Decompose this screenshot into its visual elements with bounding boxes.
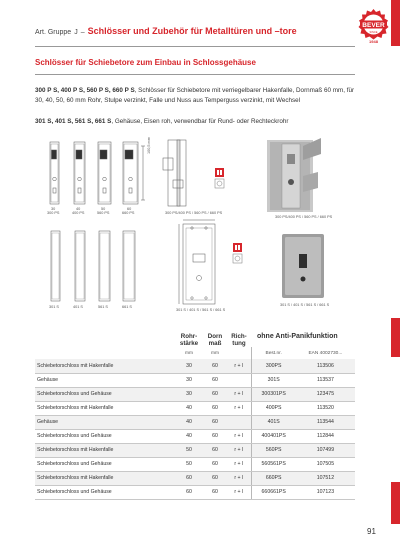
red-edge-tab-top bbox=[391, 0, 400, 46]
cell-dornmass: 60 bbox=[203, 359, 227, 373]
cell-richtung bbox=[227, 415, 251, 429]
table-row bbox=[35, 387, 355, 401]
lock-drawing-side-view bbox=[163, 140, 186, 206]
table-row bbox=[35, 471, 355, 485]
cell-description: Schiebetorschloss mit Hakenfalle bbox=[35, 401, 175, 415]
cell-richtung: r + l bbox=[227, 429, 251, 443]
cell-rohrstaerke: 30 bbox=[175, 387, 203, 401]
table-row bbox=[35, 373, 355, 387]
cell-richtung bbox=[227, 373, 251, 387]
header-separator: – bbox=[80, 29, 85, 36]
cell-description: Schiebetorschloss und Gehäuse bbox=[35, 387, 175, 401]
cell-bestellnummer: 401S bbox=[251, 415, 296, 429]
cell-dornmass: 60 bbox=[203, 401, 227, 415]
cell-bestellnummer: 660PS bbox=[251, 471, 296, 485]
locks-text: , Schlösser für Schiebetore mit verriegelbarer Hakenfalle, Dornmaß 60 mm, für 30, 40, 50, 60 mm Rohr, Stulpe verzinkt, Falle und Nuss aus Temperguss verzinkt, mit Wechsel bbox=[35, 87, 355, 104]
cell-dornmass: 60 bbox=[203, 471, 227, 485]
page-number: 91 bbox=[367, 527, 376, 536]
cell-description: Schiebetorschloss und Gehäuse bbox=[35, 485, 175, 499]
unit-bestellnummer: Best.nr. bbox=[251, 347, 296, 359]
caption-300ps: 300 PS bbox=[47, 211, 60, 215]
caption-housing-front: 301 S / 401 S / 561 S / 661 S bbox=[176, 308, 226, 312]
cell-ean: 107512 bbox=[296, 471, 355, 485]
cell-description: Gehäuse bbox=[35, 373, 175, 387]
housing-drawing-301s bbox=[51, 231, 60, 301]
caption-660ps: 660 PS bbox=[122, 211, 135, 215]
dimension-label-30: 30 bbox=[51, 207, 56, 211]
caption-661s: 661 S bbox=[122, 305, 132, 309]
cell-dornmass: 60 bbox=[203, 443, 227, 457]
cell-ean: 113520 bbox=[296, 401, 355, 415]
table-row bbox=[35, 485, 355, 499]
cell-ean: 113544 bbox=[296, 415, 355, 429]
unit-dorn: mm bbox=[211, 350, 219, 356]
lock-drawings-top bbox=[50, 140, 186, 206]
table-units-row bbox=[35, 347, 355, 359]
housings-models: 301 S, 401 S, 561 S, 661 S bbox=[35, 118, 112, 125]
technical-drawings bbox=[35, 136, 355, 320]
cell-richtung: r + l bbox=[227, 443, 251, 457]
cell-ean: 113537 bbox=[296, 373, 355, 387]
cell-rohrstaerke: 30 bbox=[175, 359, 203, 373]
cell-rohrstaerke: 50 bbox=[175, 443, 203, 457]
housing-photo-bottom bbox=[282, 234, 324, 298]
cell-dornmass: 60 bbox=[203, 457, 227, 471]
unit-rohr: mm bbox=[185, 350, 193, 356]
article-group-label: Art. Gruppe bbox=[35, 29, 72, 36]
cell-bestellnummer: 560PS bbox=[251, 443, 296, 457]
header-description bbox=[35, 332, 175, 347]
cell-description: Schiebetorschloss und Gehäuse bbox=[35, 429, 175, 443]
cell-dornmass: 60 bbox=[203, 485, 227, 499]
caption-lock-side: 300 PS/400 PS / 560 PS / 660 PS bbox=[165, 211, 223, 215]
table-row bbox=[35, 443, 355, 457]
cell-description: Gehäuse bbox=[35, 415, 175, 429]
caption-561s: 561 S bbox=[98, 305, 108, 309]
cell-rohrstaerke: 50 bbox=[175, 457, 203, 471]
cell-description: Schiebetorschloss mit Hakenfalle bbox=[35, 359, 175, 373]
cell-ean: 107505 bbox=[296, 457, 355, 471]
logo-since-text: SINCE bbox=[369, 31, 378, 34]
housing-drawing-661s bbox=[123, 231, 135, 301]
usage-icons-top bbox=[215, 168, 224, 188]
table-row bbox=[35, 429, 355, 443]
housing-drawing-front bbox=[179, 220, 215, 304]
header-dornmass: Dorn maß bbox=[207, 333, 223, 347]
cell-rohrstaerke: 40 bbox=[175, 401, 203, 415]
cell-bestellnummer: 400401PS bbox=[251, 429, 296, 443]
cell-bestellnummer: 400PS bbox=[251, 401, 296, 415]
dimension-label-50: 50 bbox=[101, 207, 106, 211]
cell-bestellnummer: 560561PS bbox=[251, 457, 296, 471]
logo-brand-text: BEVER bbox=[362, 22, 385, 29]
description-locks bbox=[35, 86, 355, 106]
article-group-number: J bbox=[74, 29, 78, 36]
locks-models: 300 P S, 400 P S, 560 P S, 660 P S bbox=[35, 87, 135, 94]
caption-lock-photo: 300 PS/400 PS / 560 PS / 660 PS bbox=[275, 215, 333, 219]
housings-text: , Gehäuse, Eisen roh, verwendbar für Rund- oder Rechteckrohr bbox=[111, 118, 289, 125]
cell-ean: 112844 bbox=[296, 429, 355, 443]
table-row bbox=[35, 359, 355, 373]
cell-ean: 113506 bbox=[296, 359, 355, 373]
cell-ean: 107123 bbox=[296, 485, 355, 499]
table-row bbox=[35, 415, 355, 429]
usage-icons-bottom bbox=[233, 243, 242, 263]
header-anti-panik: ohne Anti-Panikfunktion bbox=[257, 333, 338, 340]
unit-richtung bbox=[227, 347, 251, 359]
header-rohrstaerke: Rohr-stärke bbox=[179, 333, 199, 347]
logo-year-text: 1948 bbox=[369, 39, 378, 44]
cell-bestellnummer: 300PS bbox=[251, 359, 296, 373]
dimension-label-60: 60 bbox=[127, 207, 132, 211]
unit-ean: EAN 4002730... bbox=[308, 350, 343, 356]
cell-rohrstaerke: 60 bbox=[175, 471, 203, 485]
cell-bestellnummer: 300301PS bbox=[251, 387, 296, 401]
lock-drawing-300ps bbox=[50, 142, 59, 204]
cell-dornmass: 60 bbox=[203, 429, 227, 443]
red-edge-tab-middle bbox=[391, 318, 400, 357]
subtitle-rule bbox=[35, 74, 355, 75]
cell-richtung: r + l bbox=[227, 457, 251, 471]
cell-rohrstaerke: 30 bbox=[175, 373, 203, 387]
cell-dornmass: 60 bbox=[203, 415, 227, 429]
dimension-label-40: 40 bbox=[76, 207, 81, 211]
red-edge-tab-bottom bbox=[391, 482, 400, 524]
caption-housing-photo: 301 S / 401 S / 561 S / 661 S bbox=[280, 303, 330, 307]
lock-drawing-660ps bbox=[123, 142, 145, 204]
lock-drawing-560ps bbox=[98, 142, 111, 204]
cell-rohrstaerke: 60 bbox=[175, 485, 203, 499]
cell-richtung: r + l bbox=[227, 359, 251, 373]
caption-401s: 401 S bbox=[73, 305, 83, 309]
cell-rohrstaerke: 40 bbox=[175, 429, 203, 443]
table-row bbox=[35, 457, 355, 471]
cell-rohrstaerke: 40 bbox=[175, 415, 203, 429]
table-row bbox=[35, 401, 355, 415]
product-figures bbox=[35, 136, 355, 320]
housing-drawing-401s bbox=[75, 231, 85, 301]
description-housings bbox=[35, 117, 355, 127]
lock-photo-top bbox=[267, 138, 321, 212]
caption-560ps: 560 PS bbox=[97, 211, 110, 215]
units-description bbox=[35, 347, 175, 359]
cell-description: Schiebetorschloss mit Hakenfalle bbox=[35, 471, 175, 485]
cell-bestellnummer: 660661PS bbox=[251, 485, 296, 499]
cell-richtung: r + l bbox=[227, 485, 251, 499]
cell-dornmass: 60 bbox=[203, 373, 227, 387]
lock-drawing-400ps bbox=[74, 142, 85, 204]
cell-richtung: r + l bbox=[227, 401, 251, 415]
dimension-label-height: 100,5 mm bbox=[147, 137, 151, 154]
header-rule bbox=[35, 46, 355, 47]
caption-400ps: 400 PS bbox=[72, 211, 85, 215]
bever-logo bbox=[357, 8, 390, 44]
cell-description: Schiebetorschloss mit Hakenfalle bbox=[35, 443, 175, 457]
housing-drawing-561s bbox=[99, 231, 110, 301]
cell-bestellnummer: 301S bbox=[251, 373, 296, 387]
cell-richtung: r + l bbox=[227, 471, 251, 485]
product-table bbox=[35, 332, 355, 500]
cell-dornmass: 60 bbox=[203, 387, 227, 401]
caption-301s: 301 S bbox=[49, 305, 59, 309]
housing-drawings-bottom bbox=[51, 220, 215, 304]
cell-description: Schiebetorschloss und Gehäuse bbox=[35, 457, 175, 471]
cell-richtung: r + l bbox=[227, 387, 251, 401]
header-richtung: Rich-tung bbox=[231, 333, 247, 347]
cell-ean: 107499 bbox=[296, 443, 355, 457]
page-header bbox=[35, 26, 355, 42]
page-title: Schlösser und Zubehör für Metalltüren und –tore bbox=[87, 26, 297, 36]
cell-ean: 123475 bbox=[296, 387, 355, 401]
section-subtitle: Schlösser für Schiebetore zum Einbau in Schlossgehäuse bbox=[35, 58, 256, 67]
table-header-row bbox=[35, 332, 355, 347]
